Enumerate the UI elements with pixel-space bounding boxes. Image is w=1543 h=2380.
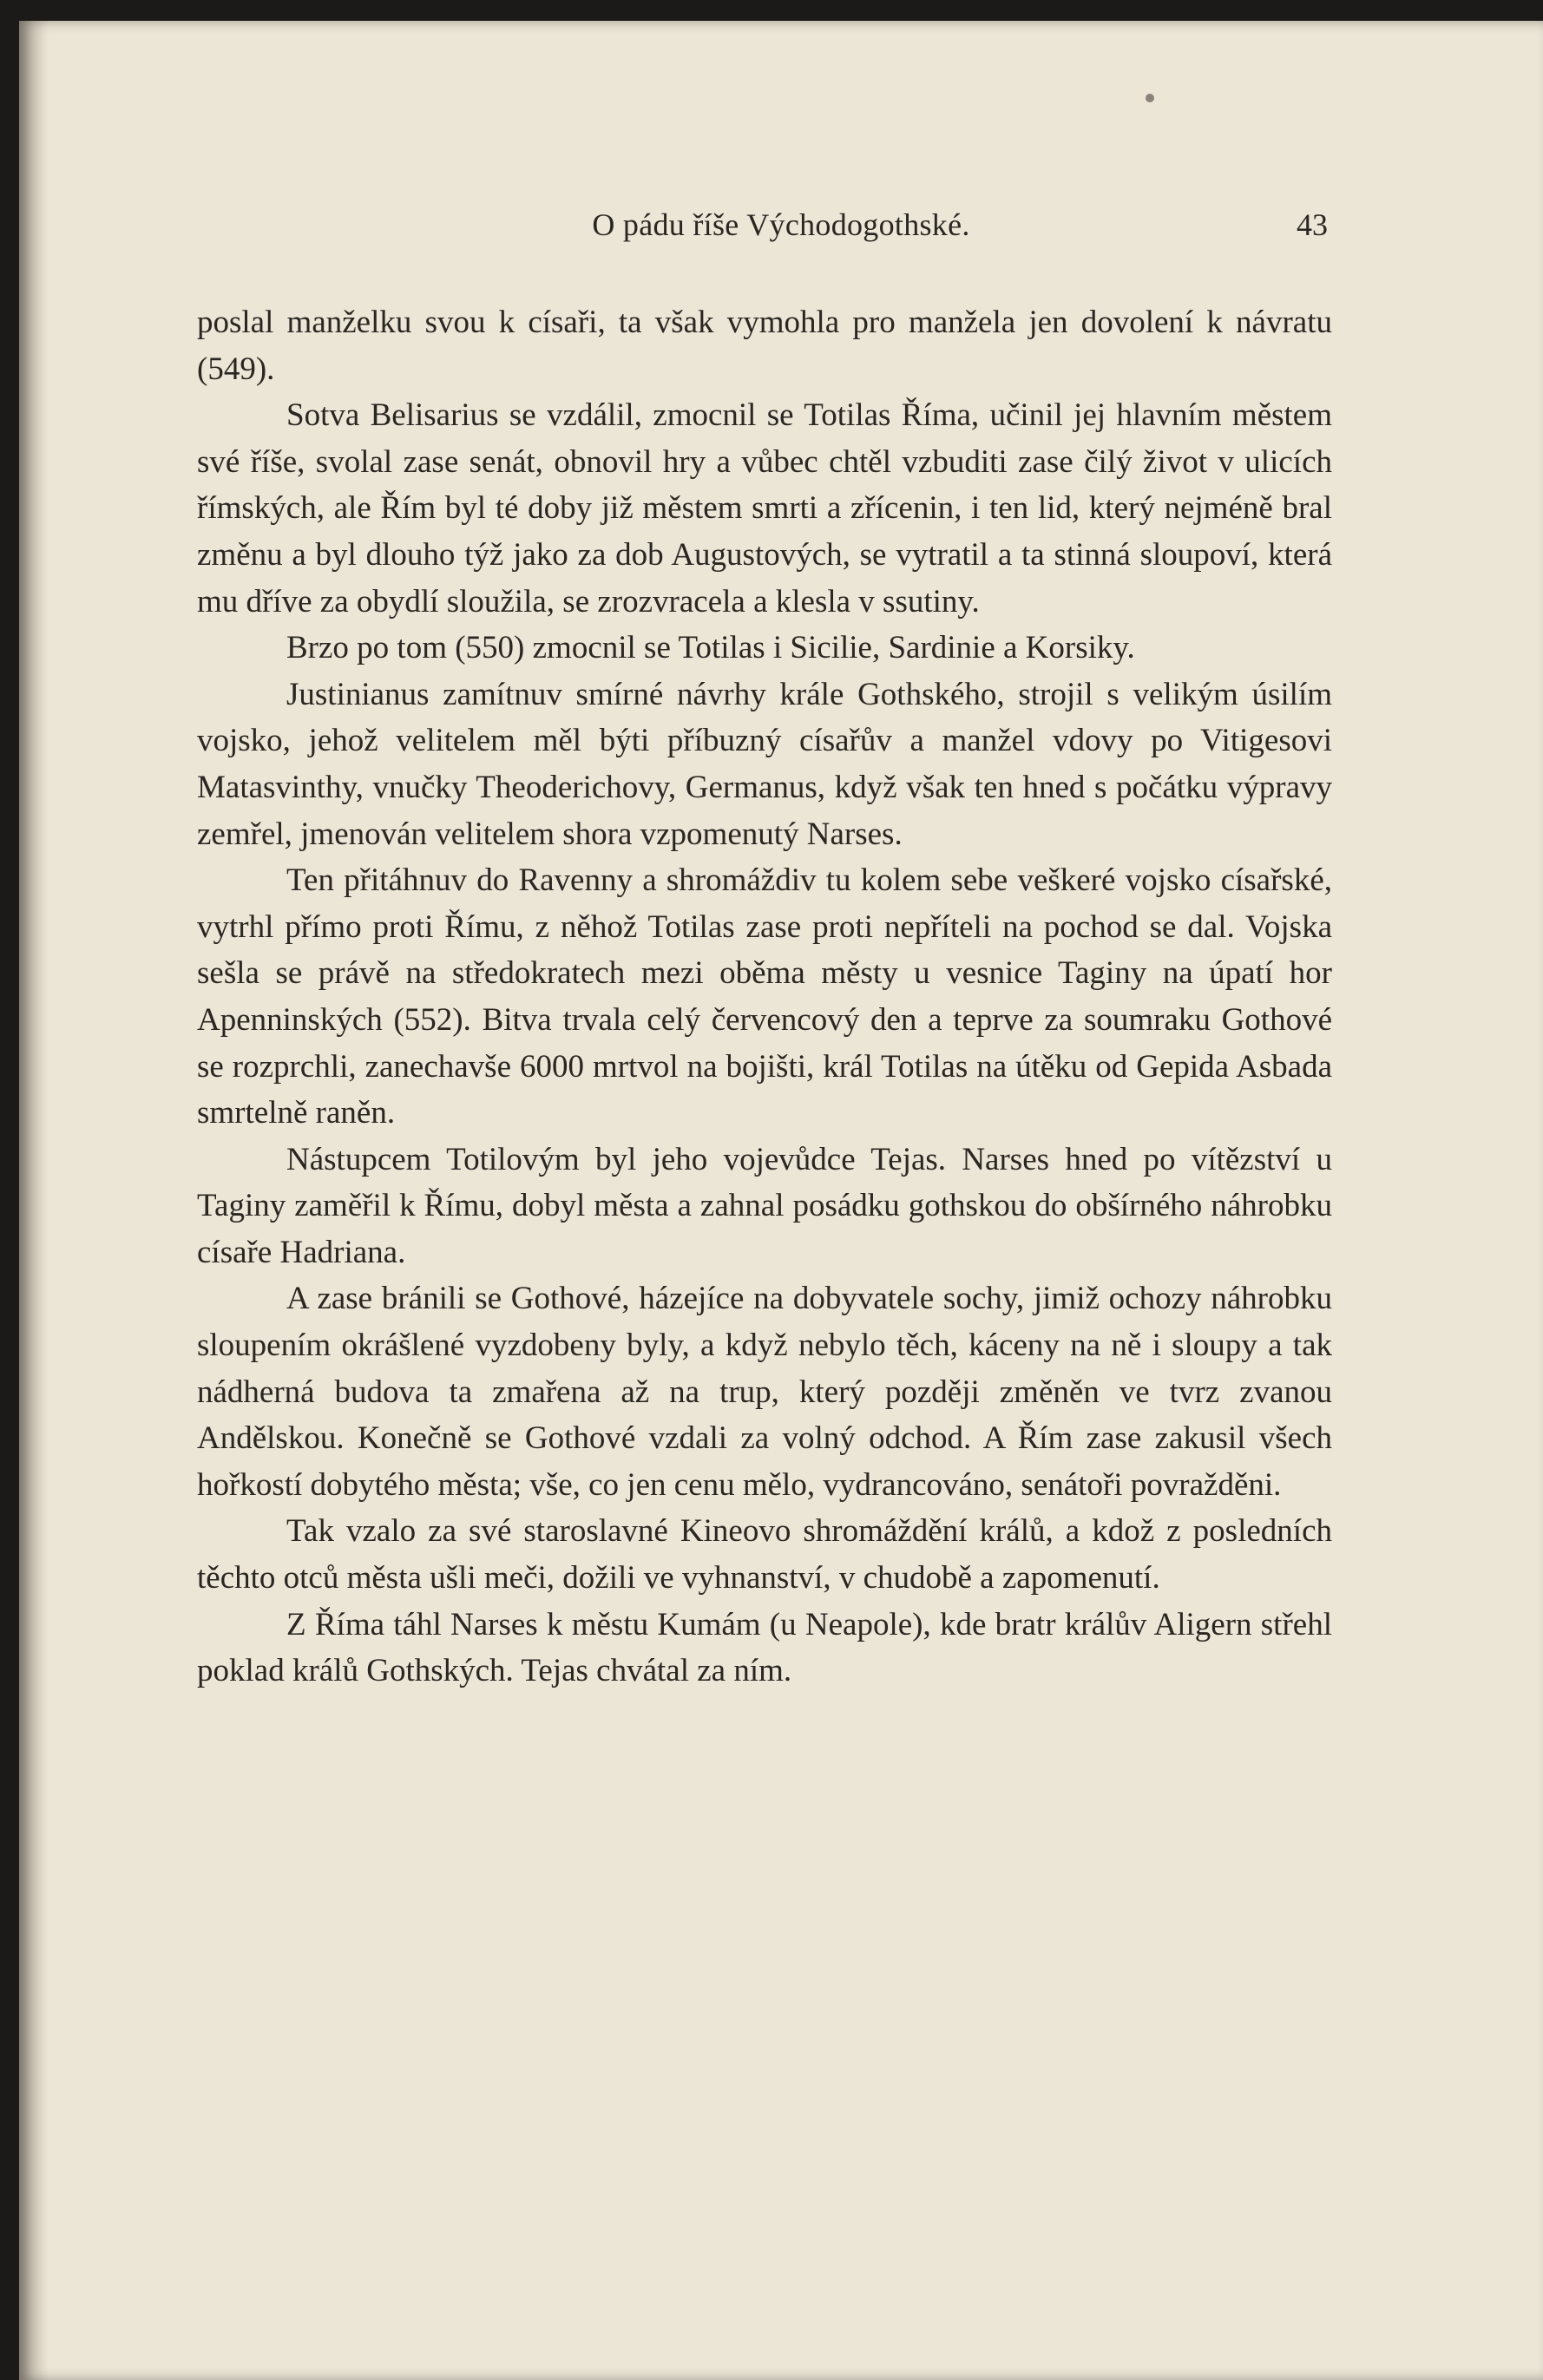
book-page <box>19 21 1543 2380</box>
paragraph-justinianus: Justinianus zamítnuv smírné návrhy krále Gothského, strojil s velikým úsilím vojsko, jehož velitelem měl býti příbuzný císařův a manžel vdovy po Vitigesovi Matasvinthy, vnučky Theoderichovy, Germanus, když však ten hned s počátku výpravy zemřel, jmenován velitelem shora vzpomenutý Narses. <box>197 676 1332 852</box>
paragraph-continuation: poslal manželku svou k císaři, ta však vymohla pro manžela jen dovolení k návratu (549). <box>197 305 1332 387</box>
paragraph-totilas-rome: Sotva Belisarius se vzdálil, zmocnil se Totilas Říma, učinil jej hlavním městem své říše, svolal zase senát, obnovil hry a vůbec chtěl vzbuditi zase čilý život v ulicích římských, ale Řím byl té doby již městem smrti a zřícenin, i ten lid, který nejméně bral změnu a byl dlouho týž jako za dob Augustových, se vytratil a ta stinná sloupoví, která mu dříve za obydlí sloužila, se zrozvracela a klesla v ssutiny. <box>197 397 1332 620</box>
page-header <box>19 207 1543 250</box>
paragraph-senate: Tak vzalo za své staroslavné Kineovo shromáždění králů, a kdož z posledních těchto otců města ušli meči, dožili ve vyhnanství, v chudobě a zapomenutí. <box>197 1513 1332 1597</box>
running-title: O pádu říše Východogothské. <box>592 207 970 242</box>
paragraph-tejas: Nástupcem Totilovým byl jeho vojevůdce Tejas. Narses hned po vítězství u Taginy zaměřil k Římu, dobyl města a zahnal posádku gothskou do obšírného náhrobku císaře Hadriana. <box>197 1141 1332 1270</box>
print-speck <box>1146 94 1154 102</box>
paragraph-kumae: Z Říma táhl Narses k městu Kumám (u Neapole), kde bratr králův Aligern střehl poklad králů Gothských. Tejas chvátal za ním. <box>197 1606 1332 1689</box>
page-number: 43 <box>1297 207 1328 242</box>
paragraph-ravenna-battle: Ten přitáhnuv do Ravenny a shromáždiv tu kolem sebe veškeré vojsko císařské, vytrhl přímo proti Římu, z něhož Totilas zase proti nepříteli na pochod se dal. Vojska sešla se právě na středokratech mezi oběma městy u vesnice Taginy na úpatí hor Apenninských (552). Bitva trvala celý červencový den a teprve za soumraku Gothové se rozprchli, zanechavše 6000 mrtvol na bojišti, král Totilas na útěku od Gepida Asbada smrtelně raněn. <box>197 862 1332 1131</box>
body-text <box>197 299 1332 1695</box>
paragraph-defense: A zase bránili se Gothové, házejíce na dobyvatele sochy, jimiž ochozy náhrobku sloupením okrášlené vyzdobeny byly, a když nebylo těch, káceny na ně i sloupy a tak nádherná budova ta zmařena až na trup, který později změněn ve tvrz zvanou Andělskou. Konečně se Gothové vzdali za volný odchod. A Řím zase zakusil všech hořkostí dobytého města; vše, co jen cenu mělo, vydrancováno, senátoři povražděni. <box>197 1281 1332 1503</box>
paragraph-sicily: Brzo po tom (550) zmocnil se Totilas i Sicilie, Sardinie a Korsiky. <box>286 630 1135 666</box>
